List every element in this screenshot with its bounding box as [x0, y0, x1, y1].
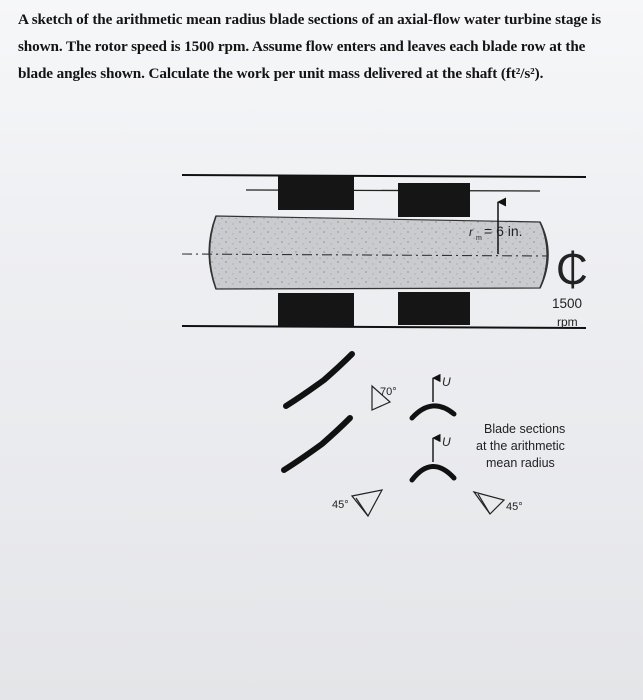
angle-tick-bottom-left: [356, 498, 368, 516]
stator-blade-top: [278, 176, 354, 210]
stator-blade-bottom: [278, 293, 354, 326]
rotor-blade-bottom: [398, 292, 470, 325]
problem-line-3: blade angles shown. Calculate the work per unit mass delivered at the shaft (ft²/s²).: [18, 65, 544, 82]
angle-bottom-right-label: 45°: [506, 501, 523, 513]
angle-triangle-bottom-left: [352, 490, 382, 516]
angle-tick-bottom-right: [478, 494, 490, 514]
problem-line-1: A sketch of the arithmetic mean radius blade sections of an axial-flow water turbine stage is: [18, 11, 602, 28]
rotor-blade-top: [398, 183, 470, 217]
casing-top-line: [182, 175, 586, 177]
radius-symbol: r: [469, 225, 473, 239]
radius-subscript: m: [476, 235, 482, 242]
casing-bottom-line: [182, 326, 586, 328]
rotor-blade-section-lower: [412, 466, 454, 480]
speed-unit: rpm: [557, 315, 578, 329]
velocity-label-top: U: [442, 375, 451, 389]
velocity-label-bottom: U: [442, 435, 451, 449]
speed-value: 1500: [552, 296, 583, 311]
stator-blade-section-lower: [284, 418, 350, 470]
caption-line-2: at the arithmetic: [476, 439, 565, 453]
stator-blade-section-upper: [286, 354, 352, 406]
radius-value: = 6 in.: [484, 223, 523, 239]
caption-line-1: Blade sections: [484, 422, 566, 436]
angle-bottom-left-label: 45°: [332, 499, 349, 511]
angle-top-label: 70°: [380, 386, 397, 398]
problem-line-2: shown. The rotor speed is 1500 rpm. Assume flow enters and leaves each blade row at the: [18, 38, 586, 55]
centerline-symbol: ₵: [556, 245, 588, 294]
rotor-blade-section-upper: [412, 406, 454, 418]
caption-line-3: mean radius: [486, 456, 555, 470]
